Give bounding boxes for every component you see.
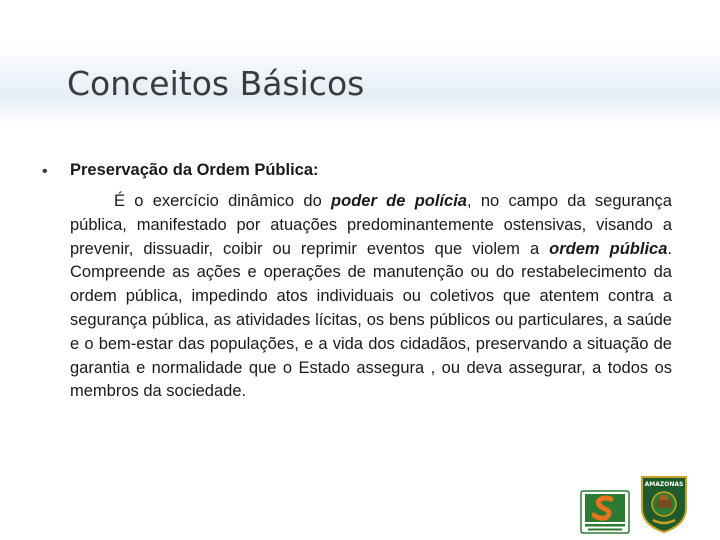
shield-badge-text: AMAZONAS	[644, 481, 684, 488]
bullet-body	[70, 190, 672, 404]
slide-title: Conceitos Básicos	[67, 64, 365, 103]
body-emphasis-ordem-publica: ordem pública	[549, 239, 668, 258]
logo-group	[580, 474, 690, 534]
body-emphasis-poder-de-policia: poder de polícia	[331, 192, 467, 210]
body-text-part-3: . Compreende as ações e operações de manutenção ou do restabelecimento da ordem pública, impedindo atos individuais ou coletivos que atentem contra a segurança pública, as atividades lícitas, os bens públicos ou particulares, a saúde e o bem-estar das populações, e a vida dos cidadãos, preservando a situação de garantia e normalidade que o Estado assegura , ou deva assegurar, a todos os membros da sociedade.	[70, 239, 672, 401]
bullet-marker: •	[42, 163, 48, 180]
slide-content	[40, 158, 672, 404]
body-text-part-2: , no campo da segurança pública, manifestado por atuações predominantemente ostensivas, visando a prevenir, dissuadir, coibir ou reprimir eventos que violem a	[70, 192, 672, 258]
bullet-heading: Preservação da Ordem Pública:	[70, 161, 319, 179]
body-text-part-1: É o exercício dinâmico do	[114, 192, 332, 210]
state-police-shield-icon	[638, 474, 690, 534]
institution-emblem-icon	[580, 490, 630, 534]
bullet-item	[40, 158, 672, 182]
